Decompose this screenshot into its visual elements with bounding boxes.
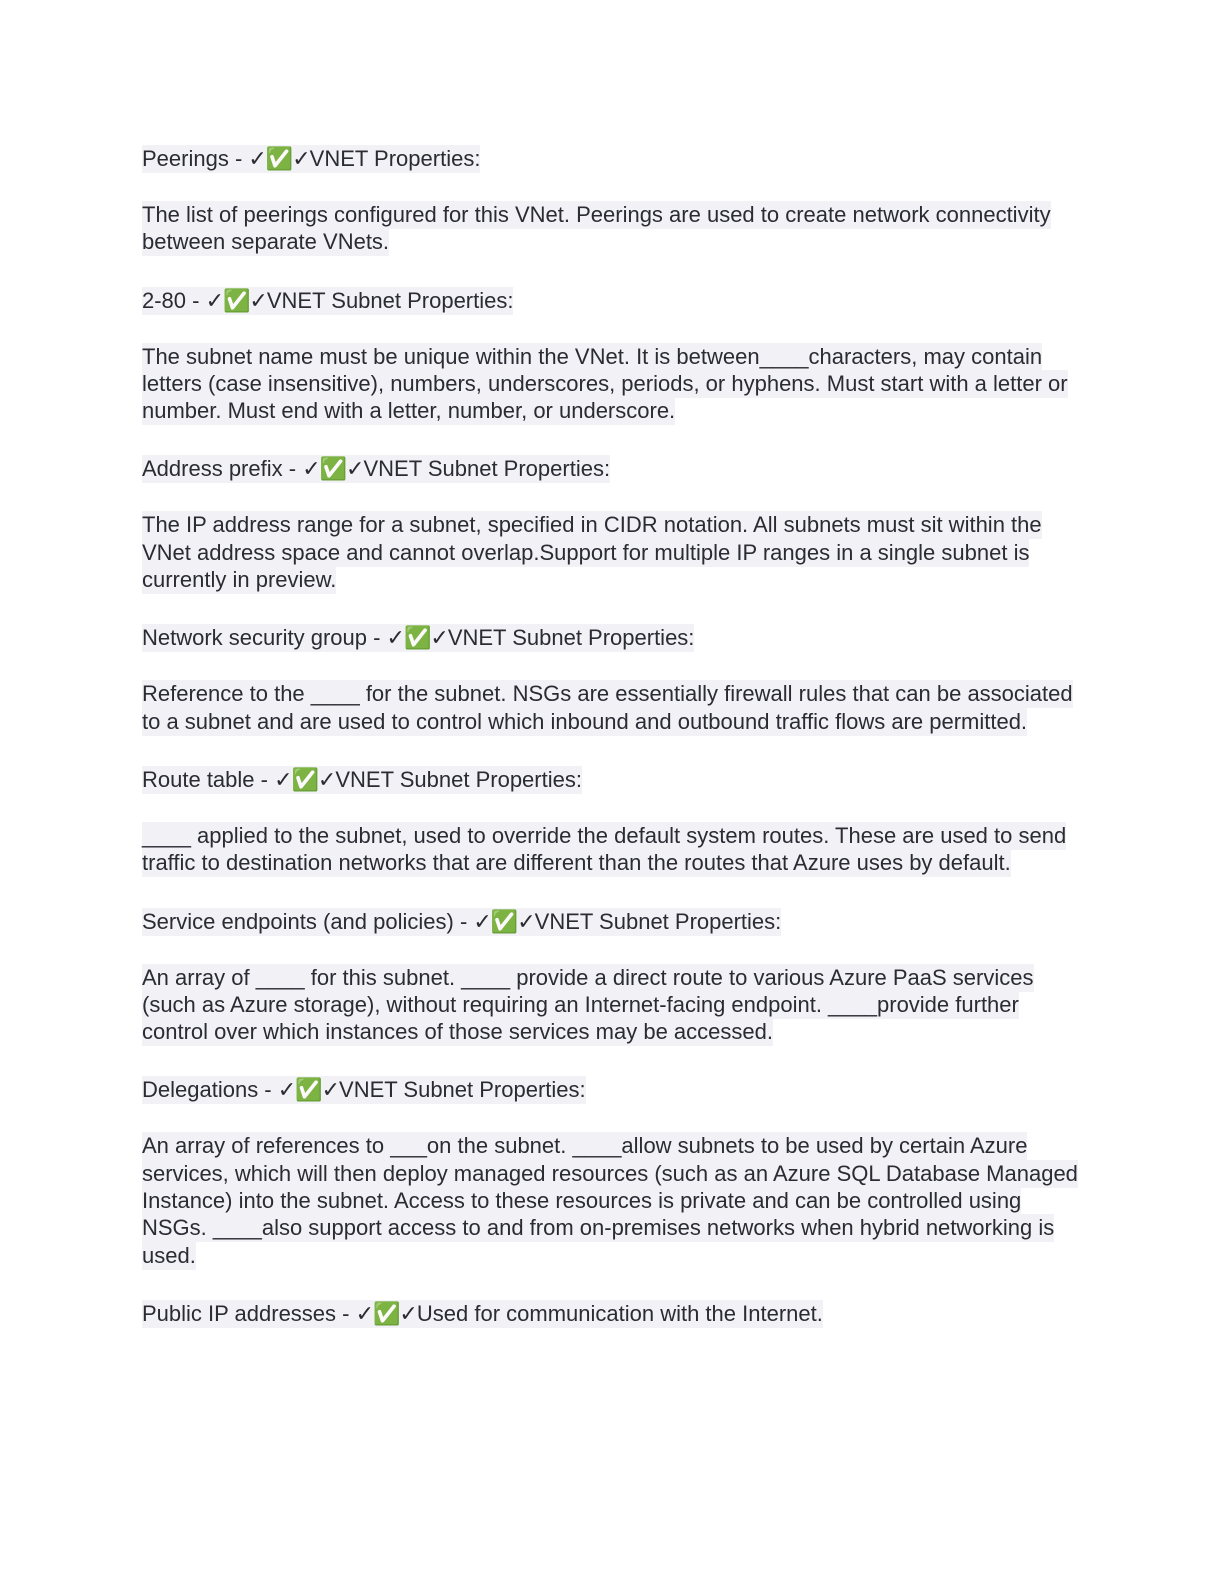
card-heading: Address prefix - ✓✅✓VNET Subnet Properties: [142, 456, 611, 482]
card-definition: The subnet name must be unique within the VNet. It is between____characters, may contain letters (case insensitive), numbers, underscores, periods, or hyphens. Must start with a letter or number. Must end with a letter, number, or underscore. [142, 343, 1068, 424]
flashcard-route-table [142, 766, 1082, 877]
flashcard-network-security-group [142, 624, 1082, 735]
card-heading: Delegations - ✓✅✓VNET Subnet Properties: [142, 1077, 586, 1103]
card-term: Public IP addresses [142, 1300, 337, 1326]
card-label: VNET Subnet Properties: [335, 766, 582, 792]
card-label: VNET Subnet Properties: [534, 908, 782, 934]
card-heading: Network security group - ✓✅✓VNET Subnet Properties: [142, 625, 695, 651]
flashcard-address-prefix [142, 455, 1082, 593]
checkmark-icon: ✓✅✓ [274, 766, 336, 792]
checkmark-icon: ✓✅✓ [277, 1077, 340, 1103]
card-term: 2-80 [142, 287, 187, 313]
checkmark-icon: ✓✅✓ [248, 146, 310, 171]
card-label: VNET Subnet Properties: [363, 456, 611, 482]
card-label: VNET Subnet Properties: [339, 1077, 586, 1103]
flashcard-peerings [142, 145, 1082, 256]
card-term: Service endpoints (and policies) [142, 908, 454, 934]
card-heading: Peerings - ✓✅✓VNET Properties: [142, 146, 481, 171]
flashcard-delegations [142, 1076, 1082, 1268]
card-term: Peerings [142, 146, 229, 171]
flashcard-service-endpoints [142, 908, 1082, 1046]
card-label: VNET Subnet Properties: [266, 287, 514, 313]
checkmark-icon: ✓✅✓ [302, 456, 364, 482]
card-definition: The list of peerings configured for this VNet. Peerings are used to create network connectivity between separate VNets. [142, 202, 1051, 255]
card-definition: The IP address range for a subnet, specified in CIDR notation. All subnets must sit within the VNet address space and cannot overlap.Support for multiple IP ranges in a single subnet is currently in preview. [142, 512, 1042, 593]
checkmark-icon: ✓✅✓ [205, 287, 267, 313]
card-heading: Route table - ✓✅✓VNET Subnet Properties: [142, 766, 582, 792]
card-term: Delegations [142, 1077, 259, 1103]
card-definition: An array of references to ___on the subnet. ____allow subnets to be used by certain Azure services, which will then deploy managed resources (such as an Azure SQL Database Managed Instance) into the subnet. Access to these resources is private and can be controlled using NSGs. ____also support access to and from on-premises networks when hybrid networking is used. [142, 1133, 1078, 1268]
checkmark-icon: ✓✅✓ [355, 1300, 417, 1326]
card-label: VNET Subnet Properties: [447, 625, 695, 651]
card-definition: Reference to the ____ for the subnet. NSGs are essentially firewall rules that can be associated to a subnet and are used to control which inbound and outbound traffic flows are permitted. [142, 681, 1073, 734]
flashcard-2-80 [142, 287, 1082, 425]
card-heading: Service endpoints (and policies) - ✓✅✓VNET Subnet Properties: [142, 908, 782, 934]
card-term: Route table [142, 766, 255, 792]
card-heading: Public IP addresses - ✓✅✓Used for communication with the Internet. [142, 1300, 823, 1326]
flashcard-public-ip-addresses [142, 1300, 1082, 1328]
card-term: Network security group [142, 625, 367, 651]
card-definition: ____ applied to the subnet, used to override the default system routes. These are used to send traffic to destination networks that are different than the routes that Azure uses by default. [142, 822, 1067, 876]
card-label: VNET Properties: [309, 146, 481, 171]
card-definition: An array of ____ for this subnet. ____ provide a direct route to various Azure PaaS services (such as Azure storage), without requiring an Internet-facing endpoint. ____provide further control over which instances of those services may be accessed. [142, 964, 1034, 1045]
card-term: Address prefix [142, 456, 283, 482]
document-page [142, 145, 1082, 1356]
card-text: Used for communication with the Internet. [416, 1300, 823, 1326]
checkmark-icon: ✓✅✓ [473, 908, 535, 934]
card-heading: 2-80 - ✓✅✓VNET Subnet Properties: [142, 287, 514, 313]
checkmark-icon: ✓✅✓ [386, 625, 448, 651]
